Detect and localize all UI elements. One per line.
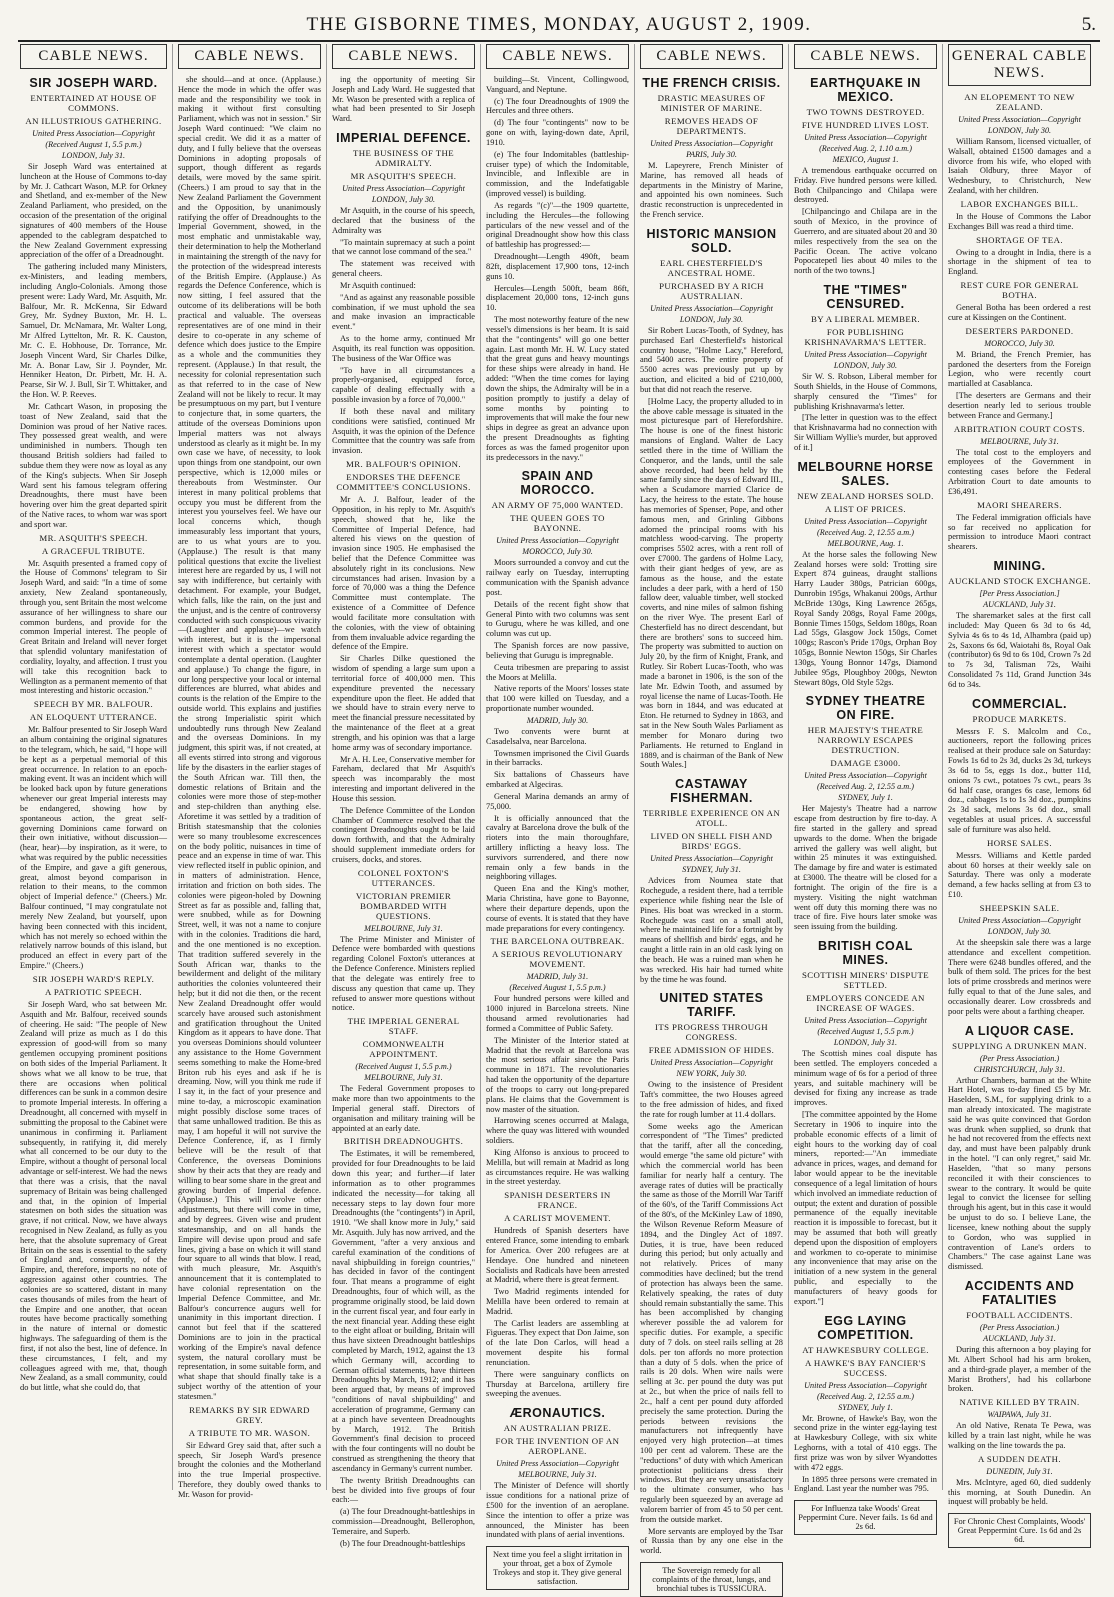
article-subheading: A SERIOUS REVOLUTIONARY MOVEMENT. xyxy=(492,949,623,970)
article-subheading: FOR THE INVENTION OF AN AEROPLANE. xyxy=(495,1436,620,1457)
dateline: LONDON, July 30. xyxy=(987,926,1052,936)
column-header: CABLE NEWS. xyxy=(332,44,475,69)
dateline: United Press Association—Copyright xyxy=(342,184,465,194)
article-paragraph: Four hundred persons were killed and 1000 injured in Barcelona streets. Nine thousand armed revolutionaries had formed a Committee of Public Safety. xyxy=(486,994,629,1033)
article-paragraph: Mr A. J. Balfour, leader of the Opposition, in his reply to Mr. Asquith's speech, showed that he, like the Committee of Imperial Defence, had altered his views on the question of invasion since 1905. He emphasised the belief that the Defence Committee was absolutely right in its conclusions. New circumstances had arisen. Invasion by a force of 70,000 was a thing the Defence Committee must contemplate. The existence of a Committee of Defence would facilitate more consultation with the colonies, with the view of obtaining from them invaluable advice regarding the defence of the Empire. xyxy=(332,495,475,652)
dateline: LONDON, July 31. xyxy=(833,1038,898,1048)
article-subheading: PRODUCE MARKETS. xyxy=(972,713,1067,724)
article-paragraph: Six battalions of Chasseurs have embarked at Algeciras. xyxy=(486,770,629,790)
article-subheading: TERRIBLE EXPERIENCE ON AN ATOLL. xyxy=(642,808,781,829)
article-headline: EGG LAYING COMPETITION. xyxy=(817,1313,914,1342)
dateline: (Per Press Association.) xyxy=(979,1053,1060,1063)
article-paragraph: Sir W. S. Robson, Liberal member for South Shields, in the House of Commons, sharply censured the "Times" for publishing Krishnavarma's letter. xyxy=(794,372,937,411)
article-subheading: SHEEPSKIN SALE. xyxy=(979,902,1060,913)
article-subheading: THE IMPERIAL GENERAL STAFF. xyxy=(347,1016,460,1037)
article-paragraph: Some weeks ago the American correspondent of "The Times" predicted that the tariff, after all the conceding, would emerge "the same old picture" with which the commercial world has been familiar for nearly half a century. The average rates of duties will be practically the same as those of the Morrill War Tariff of the 60's, of the Tariff Commissions Act of the 80's, of the McKinley Law of 1890, the Wilson Revenue Reform Measure of 1894, and the Dingley Act of 1897. Duties, it is true, have been reduced during this period; but only actually and not relatively. Prices of many commodities have declined; but the trend of protection has always been the same. Relatively speaking, the rates of duty should remain substantially the same. This has been accomplished by changing wherever possible the ad valorem for specific duties. For example, a specific duty of 7 dols. on steel rails selling at 28 dols. per ton affords no more protection than a duty of 5 dols. when the price of rails is 20 dols. When wire nails were selling at 3c. per pound the duty was put at 2c., but when the price of nails fell to 2c., half a cent per pound duty afforded precisely the same protection. During the periods between revisions the manufacturers not infrequently have enjoyed very high protection—at times 100 per cent ad valorem. These are the "reductions" of duty with which American protectionist politicians dress their windows. But they are very unsatisfactory to the ultimate consumer, who has regularly been squeezed by an average ad valorem barrier of from 45 to 50 per cent. from the outside market. xyxy=(640,1121,783,1524)
article-subheading: SPANISH DESERTERS IN FRANCE. xyxy=(504,1190,611,1211)
article-paragraph: The gathering included many Ministers, ex-Ministers, and leading members, including Anglo-Colonials. Among those present were: Lady Ward, Mr. Asquith, Mr. Balfour, Mr. R. McKenna, Sir Edward Grey, Mr. Sydney Buxton, Mr. H. L. Samuel, Dr. McNamara, Mr. Walter Long, Mr Alfred Lyttelton, Mr. R. K. Causton, Mr. C. E. Hobhouse, Dr. Torrance, Mr. Joseph Vincent Ward, Sir Charles Dilke, Mr. A. Bonar Law, Sir J. Poynder, Mr. Henniker Heaton, Dr. Pirbett, Mr. H. A. Pearse, Sir W. J. Bull, Sir T. Whittaker, and the Hon. W. P. Reeves. xyxy=(20,262,167,400)
dateline: MOROCCO, July 30. xyxy=(984,338,1055,348)
article-paragraph: (c) The four Dreadnoughts of 1909 the Hercules and three others. xyxy=(486,96,629,116)
dateline: (Received August 1, 5.5 p.m.) xyxy=(817,1027,914,1037)
article-subheading: SPEECH BY MR. BALFOUR. xyxy=(33,699,154,710)
article-headline: EARTHQUAKE IN MEXICO. xyxy=(810,76,921,104)
article-paragraph: The Carlist leaders are assembling at Figueras. They expect that Don Jaime, son of the late Don Carlos, will head a movement despite his formal renunciation. xyxy=(486,1318,629,1367)
article-subheading: A LIST OF PRICES. xyxy=(825,503,906,514)
article-subheading: BRITISH DREADNOUGHTS. xyxy=(343,1136,464,1147)
article-subheading: A SUDDEN DEATH. xyxy=(978,1453,1061,1464)
article-subheading: REST CURE FOR GENERAL BOTHA. xyxy=(960,280,1079,301)
dateline: LONDON, July 31. xyxy=(61,151,126,160)
dateline: MEXICO, August 1. xyxy=(832,155,899,164)
article-subheading: LABOR EXCHANGES BILL. xyxy=(960,198,1079,209)
article-paragraph: At the horse sales the following New Zealand horses were sold: Trotting sire Expert 874 guineas, draught stallions Harry Lauder 380gs, Patrician 600gs, Dunrobin 195gs, Whakanui 200gs, Arthur McBride 130gs, King Lawrence 265gs, Royal Sandy 208gs, Royal Fame 200gs, Bonnie Times 150gs, Seldom 180gs, Roan Lad 55gs, Glasgow Jock 150gs, Comet 100gs; Rascon's Pride 170gs, Orphan Boy 105gs, Bonnie Newton 150gs, Sir Charles 130gs, Young Bonnor 147gs, Diamond Jubilee 95gs, Ploughboy 200gs, Newton Stewart 80gs, Old Style 52gs. xyxy=(794,549,937,687)
article-subheading: MR ASQUITH'S SPEECH. xyxy=(350,171,457,182)
dateline: MELBOURNE, Aug. 1. xyxy=(827,538,904,548)
dateline: United Press Association—Copyright xyxy=(650,139,773,148)
article-headline: BRITISH COAL MINES. xyxy=(818,939,913,968)
article-subheading: VICTORIAN PREMIER BOMBARDED WITH QUESTIONS. xyxy=(355,890,452,921)
column-header: CABLE NEWS. xyxy=(794,44,937,69)
dateline: United Press Association—Copyright xyxy=(496,1459,619,1469)
page-number: 5. xyxy=(1081,14,1096,35)
article-paragraph: General Botha has been ordered a rest cure at Kissingen on the Continent. xyxy=(948,303,1091,322)
article-paragraph: An old Native, Renata Te Pewa, was killed by a train last night, while he was walking on the line towards the pa. xyxy=(948,1421,1091,1450)
article-headline: CASTAWAY FISHERMAN. xyxy=(670,777,753,806)
article-paragraph: building—St. Vincent, Collingwood, Vanguard, and Neptune. xyxy=(486,75,629,94)
article-paragraph: Arthur Chambers, barman at the White Hart Hotel, was to-day fined £5 by Mr. Haselden, S.M., for supplying drink to a man already intoxicated. The magistrate said he was quite convinced that Gordon was drunk when supplied, so drunk that he had not recovered from the effects next day, and must have been palpably drunk in the hotel. "I can only regret," said Mr. Haselden, "that so many persons reconciled it with their consciences to swear to the contrary. It would be quite legal to convict the licensee for selling through his agent, but in this case it would be unjust to do so. I believe Lane, the licensee, knew nothing about the supply to Gordon, who was supplied in contravention of Lane's orders to Chambers." The case against Lane was dismissed. xyxy=(948,1075,1091,1272)
advertisement: For Influenza take Woods' Great Peppermint Cure. Never fails. 1s 6d and 2s 6d. xyxy=(794,1500,937,1535)
article-paragraph: The most noteworthy feature of the new vessel's dimensions is her beam. It is said that the "contingents" will go one better again. Last month Mr. H. W. Lucy stated that the great guns and heavy mountings for these ships were already in hand. He added: "When the time comes for laying down the ships, the Admiralty will be in a position promptly to justify a delay of some months by pointing to improvements that will make the four new ships in degree as great an advance upon the present Dreadnoughts as fighting forces as was the famed progenitor upon its predecessors in the navy." xyxy=(486,315,629,462)
article-headline: SPAIN AND MOROCCO. xyxy=(520,469,595,498)
article-paragraph: (a) The four Dreadnought-battleships in commission—Dreadnought, Bellerophon, Temeraire, and Superb. xyxy=(332,1507,475,1536)
article-headline: IMPERIAL DEFENCE. xyxy=(336,131,471,146)
dateline: (Received Aug. 2, 1.10 a.m.) xyxy=(819,144,912,153)
dateline: United Press Association—Copyright xyxy=(804,133,927,142)
article-subheading: TWO TOWNS DESTROYED. xyxy=(806,107,925,117)
dateline: United Press Association—Copyright xyxy=(804,771,927,781)
article-subheading: THE BARCELONA OUTBREAK. xyxy=(490,936,625,947)
article-paragraph: The Defence Committee of the London Chamber of Commerce resolved that the contingent Dreadnoughts ought to be laid down forthwith, and that the Admiralty should supplement immediate orders for cruisers, docks, and stores. xyxy=(332,805,475,864)
article-paragraph: The Prime Minister and Minister of Defence were bombarded with questions regarding Colonel Foxton's utterances at the Defence Conference. Ministers replied that the delegate was entirely free to discuss any question that came up. They refused to answer more questions without notice. xyxy=(332,934,475,1013)
article-paragraph: Advices from Noumea state that Rochegude, a resident there, had a terrible experience while fishing near the Isle of Pines. His boat was wrecked in a storm. Rochegude was cast on a small atoll, where he maintained life for a fortnight by means of shellfish and birds' eggs, and he caught a little rain in an old cask lying on the beach. He was a ruined man when he was wrecked. His hair had turned white by the time he was found. xyxy=(640,876,783,984)
article-subheading: FIVE HUNDRED LIVES LOST. xyxy=(801,120,930,130)
article-paragraph: The Spanish forces are now passive, believing that Gurugu is impregnable. xyxy=(486,641,629,660)
dateline: NEW YORK, July 30. xyxy=(676,1069,747,1079)
article-paragraph: Ceuta tribesmen are preparing to assist the Moors at Melilla. xyxy=(486,662,629,682)
article-subheading: A HAWKE'S BAY FANCIER'S SUCCESS. xyxy=(804,1357,927,1378)
dateline: (Received Aug. 2, 12.55 a.m.) xyxy=(817,1391,914,1401)
article-paragraph: Hercules—Length 500ft, beam 86ft, displacement 20,000 tons, 12-inch guns 10. xyxy=(486,283,629,313)
dateline: United Press Association—Copyright xyxy=(650,1058,773,1068)
columns-container xyxy=(18,44,1100,1594)
article-paragraph: Dreadnought—Length 490ft, beam 82ft, displacement 17,900 tons, 12-inch guns 10. xyxy=(486,252,629,281)
dateline: LONDON, July 30. xyxy=(371,195,436,205)
article-headline: ACCIDENTS AND FATALITIES xyxy=(964,1279,1075,1308)
article-subheading: FOOTBALL ACCIDENTS. xyxy=(966,1310,1073,1321)
article-paragraph: Owing to the insistence of President Taft's committee, the two Houses agreed to the free admission of hides, and fixed the rate for rough lumber at 11.4 dollars. xyxy=(640,1080,783,1119)
article-paragraph: she should—and at once. (Applause.) Hence the mode in which the offer was made and the responsibility we took in making it without first consulting Parliament, which was not in session." Sir Joseph Ward continued: "We claim no special credit. We did it as a matter of duty, and I fully believe that the overseas Dominions in adopting proposals of support, though different as regards details, were moved by the same spirit. (Cheers.) I am proud to say that in the New Zealand Parliament the Government and the Opposition, by unanimously ratifying the offer of Dreadnoughts to the Imperial Government, showed, in the most emphatic and unmistakable way, their determination to help the Motherland in maintaining the strength of the navy for the protection of the widespread interests of the British Empire. (Applause.) As regards the Defence Conference, which is now sitting, I feel assured that the outcome of its deliberations will be both practical and valuable. The overseas representatives are of one mind in their desire to co-operate in any scheme of defence which does justice to the Empire as a whole and the communities they represent. (Applause.) In that result, the necessity for colonial representation such as that referred to in the case of New Zealand will not be likely to recur. It may be presumptuous on my part, but I venture to conjecture that, in some quarters, the attitude of the overseas Dominions upon Imperial matters was not always understood as clearly as it might be. In my own case we have, of necessity, to look upon things from one standpoint, our own perspective, which is 12,000 miles or thereabouts from Westminster. Our interest in many political problems that occupy you must be different from the interest you yourselves feel. We have our local concerns which, though immeasurably less important that yours, are to us what yours are to you. (Applause.) The result is that many political questions that excite the liveliest interest here are regarded by us, I will not say with indifference, but certainly with detachment. For example, your Budget, which falls, like the rain, on the just and the unjust, and is the centre of controversy conducted with such conspicuous vivacity—(Laughter and applause)—we watch with interest, but it is the impersonal interest with which a spectator would contemplate a dental operation. (Laughter and applause.) To change the figure, in our long perspective your local or internal differences are blurred, what abides and counts is the relation of the Empire to the outside world. This explains and justifies the strong Imperialistic spirit which undoubtedly runs through New Zealand and the overseas Dominions. In my judgment, this spirit was, if not created, at all events stirred into strong and vigorous life by the disasters in the earlier stages of the South African war. Till then, the domestic relations of Britain and the colonies were more those of step-mother and step-children than anything else. Aforetime it was settled by a tradition of British statesmanship that the colonies were so many troublesome excrescences on the body politic, nuisances in time of peace and an expense in time of war. This view reflected itself in public opinion, and in matters of administration. Hence, irritation and friction on both sides. The colonies were pigeon-holed by Downing Street as far as possible and, falling that, were snubbed, while as for Downing Street, well, it was not a name to conjure with in the colonies. Traditions die hard, and the one mentioned is no exception. That tradition suffered severely in the South African war, thanks to the bewilderment and delight of the military authorities the colonies volunteered their help; but it did not die then, or the recent New Zealand Dreadnought offer would scarcely have aroused such astonishment and gratification throughout the United Kingdom as it appears to have done. That you overseas Dominions should volunteer any assistance to the Home Government seems something to make the Home-bred Briton rub his eyes and ask if he is dreaming. Now, will you think me rude if I say it, in the fact of your presence and mine to-day, a microscopic examination might possibly disclose some traces of that same unhallowed tradition. Be this as may, I am hopeful it will not survive the Defence Conference, if, as I firmly believe will be the result of that Conference, the overseas Dominions show by their acts that they are ready and willing to bear some share in the great and growing burden of Imperial defence. (Applause.) This will involve other adjustments, but there will come in time, and by degrees. Given wise and prudent statesmanship, and on all hands the Empire will devise upon proud and safe lines, giving a base on which it will stand four square to all winds that blow. I read, with much pleasure, Mr. Asquith's announcement that it is contemplated to have colonial representation on the Imperial Defence Committee, and Mr. Balfour's concurrence augurs well for unanimity in this important direction. I cannot but feel that if the scattered Dominions are to join in the practical working of the Empire's naval defence system, the natural corollary must be representation, in some suitable form, and what shape that should finally take is a subject worthy of the attention of your statesmen." xyxy=(178,75,321,1401)
dateline: MELBOURNE, July 31. xyxy=(364,923,443,933)
article-headline: SYDNEY THEATRE ON FIRE. xyxy=(805,694,926,723)
article-paragraph: Queen Ena and the King's mother, Maria Christina, have gone to Bayonne, where their departure depends, upon the course of events. It is stated that they have made preparations for every contingency. xyxy=(486,884,629,933)
article-paragraph: The Estimates, it will be remembered, provided for four Dreadnoughts to be laid down this year; and further—if later information as to other programmes indicated the necessity—for taking all necessary steps to lay down four more Dreadnoughts (the "contingents") in April, 1910. "We shall know more in July," said Mr. Asquith. July has now arrived, and the Government, "after a very anxious and careful examination of the conditions of naval shipbuilding in foreign countries," has decided in favor of the contingent four. That means a programme of eight Dreadnoughts, four of which will, as the programme originally stood, be laid down in the current fiscal year, and four early in the next financial year. Adding these eight to the eight afloat or building, Britain will thus have sixteen Dreadnought battleships completed by March, 1912, against the 13 which Germany will, according to German official statements, have thirteen Dreadnoughts by March, 1912; and it has been argued that, by means of improved "conditions of naval shipbuilding" and acceleration of programme, Germany can at a pinch have seventeen Dreadnoughts by March, 1912. The British Government's final decision to proceed with the four contingents will no doubt be construed as strengthening the theory that ascendancy in Germany's current number. xyxy=(332,1149,475,1473)
article-subheading: COMMONWEALTH APPOINTMENT. xyxy=(362,1039,445,1060)
dateline: United Press Association—Copyright xyxy=(496,536,619,546)
dateline: United Press Association—Copyright xyxy=(958,915,1081,925)
article-paragraph: Mr. Asquith presented a framed copy of the House of Commons' telegram to Sir Joseph Ward, and said: "In a time of some anxiety, New Zealand spontaneously, through you, sent Britain the most welcome assurance of her willingness to share our common burdens, and provide for the common Imperial interest. The people of Great Britain and Ireland will never forget that splendid voluntary manifestation of cordiality, loyalty, and affection. I trust you will take this recognition back to Wellington as a permanent memento of that most interesting and historic occasion." xyxy=(20,558,167,696)
article-headline: MELBOURNE HORSE SALES. xyxy=(797,459,934,488)
article-paragraph: General Marina demands an army of 75,000. xyxy=(486,791,629,811)
article-paragraph: "To have in all circumstances a properly-organised, equipped force, capable of dealing effectually with a possible invasion by a force of 70,000." xyxy=(332,365,475,405)
article-subheading: NEW ZEALAND HORSES SOLD. xyxy=(797,490,934,501)
dateline: MELBOURNE, July 31. xyxy=(980,436,1059,446)
article-paragraph: Mr. Browne, of Hawke's Bay, won the second prize in the winter egg-laying test at Hawkesbury College, with six white Leghorns, with a total of 410 eggs. The first prize was won by silver Wyandottes with 472 eggs. xyxy=(794,1413,937,1472)
dateline: United Press Association—Copyright xyxy=(804,350,927,360)
article-subheading: THE QUEEN GOES TO BAYONNE. xyxy=(510,513,605,534)
article-subheading: MR. BALFOUR'S OPINION. xyxy=(346,459,461,470)
masthead xyxy=(18,8,1100,42)
article-paragraph: Sir Robert Lucas-Tooth, of Sydney, has purchased Earl Chesterfield's historical country house, "Holme Lacy," Hereford, and 5400 acres. The entire property of 5500 acres was previously put up by auction, and elicited a bid of £210,000, but that did not reach the reserve. xyxy=(640,325,783,394)
article-subheading: A GRACEFUL TRIBUTE. xyxy=(41,545,146,556)
article-subheading: NATIVE KILLED BY TRAIN. xyxy=(959,1397,1080,1408)
article-paragraph: "To maintain supremacy at such a point that we cannot lose command of the sea." xyxy=(332,237,475,257)
dateline: PARIS, July 30. xyxy=(686,150,737,159)
article-subheading: SUPPLYING A DRUNKEN MAN. xyxy=(952,1040,1087,1051)
article-paragraph: Messrs. Williams and Kettle parded about 60 horses at their weekly sale on Saturday. There was only a moderate demand, a few hacks selling at from £3 to £10. xyxy=(948,850,1091,900)
dateline: SYDNEY, July 31. xyxy=(682,865,741,875)
article-paragraph: Sir Edward Grey said that, after such a speech, Sir Joseph Ward's presence brought the colonies and the Motherland into the true Imperial prospective. Therefore, they doubly owed thanks to Mr. Wason for provid- xyxy=(178,1440,321,1499)
article-subheading: MAORI SHEARERS. xyxy=(977,499,1062,510)
article-headline: SIR JOSEPH WARD. xyxy=(29,76,158,90)
article-paragraph: Sir Charles Dilke questioned the wisdom of spending a large sum upon a territorial force of 400,000 men. This expenditure prevented the necessary expenditure upon the fleet. He added that we should have to strain every nerve to meet the financial pressure necessitated by the maintenance of the fleet at a great strength, and his opinion was that a large home army was of secondary importance. xyxy=(332,654,476,752)
article-headline: COMMERCIAL. xyxy=(971,696,1068,711)
article-paragraph: Messrs F. S. Malcolm and Co., auctioneers, report the following prices realised at their produce sale on Saturday: Fowls 1s 6d to 2s 3d, ducks 2s 3d, turkeys 3s 6d to 5s, eggs 1s doz., butter 11d, onions 7s cwt., potatoes 7s cwt., pears 3s 6d half case, oranges 6s case, lemons 6d doz., cabbages 1s to 1s 3d doz., pumpkins 2s 3d sack, melons 3s 6d doz., small vegetables at usual prices. A successful sale of furniture was also held. xyxy=(948,726,1091,834)
news-column xyxy=(172,44,326,1499)
article-subheading: ARBITRATION COURT COSTS. xyxy=(953,423,1086,434)
dateline: United Press Association—Copyright xyxy=(804,1380,927,1390)
dateline: (Received August 1, 5.5 p.m.) xyxy=(45,140,142,149)
article-paragraph: (b) The four Dreadnought-battleships xyxy=(340,1538,466,1548)
article-subheading: REMOVES HEADS OF DEPARTMENTS. xyxy=(664,116,759,136)
article-paragraph: (d) The four "contingents" now to be gone on with, laying-down date, April, 1910. xyxy=(486,118,629,147)
article-paragraph: Her Majesty's Theatre had a narrow escape from destruction by fire to-day. A fire started in the gallery and spread upwards to the dome. When the brigade arrived the gallery was well alight, but within 25 minutes it was extinguished. The damage by fire and water is estimated at £3000. The theatre will be closed for a fortnight. The origin of the fire is a mystery. Visiting the night watchman went off duty this morning there was no trace of fire. Five hours later smoke was seen issuing from the building. xyxy=(794,804,937,932)
article-paragraph: The Federal immigration officials have so far received no application for permission to introduce Maori contract shearers. xyxy=(948,512,1091,552)
article-headline: MINING. xyxy=(993,559,1046,574)
article-paragraph: [The committee appointed by the Home Secretary in 1906 to inquire into the probable economic effects of a limit of eight hours to the working day of coal miners, reported:—"An immediate advance in prices, wages, and demand for labor would appear to be the inevitable consequence of a legal limitation of hours which involved an immediate reduction of output; the extent and duration of possible permanence of the equally inevitable reaction it is impossible to forecast, but it may be assumed that both will greatly depend upon the disposition of employers and workmen to co-operate to minimise any inconvenience that may arise on the initiation of a new system in the general public, and especially to the manufacturers of heavy goods for export."] xyxy=(794,1110,937,1306)
dateline: AUCKLAND, July 31. xyxy=(983,600,1056,610)
dateline: AUCKLAND, July 31. xyxy=(983,1334,1056,1344)
article-paragraph: Sir Joseph Ward, who sat between Mr. Asquith and Mr. Balfour, received sounds of cheering. He said: "The people of New Zealand will prize as much as I do this expression of good-will from so many gentlemen occupying prominent positions on both sides of the Imperial Parliament. It shows what we all know to be true, that there are occasions when political differences can be sunk in a common desire to promote Imperial interests. In offering a Dreadnought, all concerned with myself in submitting the proposal to the Cabinet were unanimous in confirming it. Parliament subsequently, in ratifying it, did merely what all concerned to be our duty to the Empire, without a thought of personal local advantage or self-interest. We had the news that there was a crisis, that the naval supremacy of Britain was being challenged and that, in the opinion of Imperial statesmen on both sides the situation was grave, if not critical. Now, we have always recognised in New Zealand, as fully as you here, that the absolute supremacy of Great Britain on the seas is essential to the safety of England and, consequently, of the Empire, and, therefore, imports no note of aggression against other countries. The colonies are so scattered, distant in many cases thousands of miles from the heart of the Empire and one another, that ocean routes have become practically something in the nature of internal or domestic highways. The safeguarding of them is the first, if not also the best, line of defence. In these circumstances, I felt, and my colleagues agreed with me, that, though New Zealand, as a small community, could do but little, what she could do, that xyxy=(20,999,167,1393)
article-paragraph: If both these naval and military conditions were satisfied, continued Mr Asquith, it was the opinion of the Defence Committee that the country was safe from invasion. xyxy=(332,406,475,456)
article-paragraph: Mr Asquith, in the course of his speech, declared that the business of the Admiralty was xyxy=(332,206,475,235)
article-paragraph: M. Briand, the French Premier, has pardoned the deserters from the Foreign Legion, who were recently court martialled at Casablanca. xyxy=(948,349,1091,389)
dateline: LONDON, July 30. xyxy=(833,361,898,371)
dateline: United Press Association—Copyright xyxy=(958,115,1081,124)
article-headline: ÆRONAUTICS. xyxy=(509,1406,606,1421)
dateline: SYDNEY, July 1. xyxy=(838,1402,893,1412)
article-paragraph: Owing to a drought in India, there is a shortage in the shipment of tea to England. xyxy=(948,247,1091,277)
dateline: United Press Association—Copyright xyxy=(650,303,773,313)
article-subheading: ITS PROGRESS THROUGH CONGRESS. xyxy=(655,1022,768,1043)
advertisement: The Sovereign remedy for all complaints of the throat, lungs, and bronchial tubes is TUSSICURA. xyxy=(640,1562,783,1597)
article-paragraph: (e) The four Indomitables (battleship-cruiser type) of which the Indomitable, Invincible, and Inflexible are in commission, and the Indefatigable (improved vessel) is building. xyxy=(486,149,629,199)
article-subheading: AN AUSTRALIAN PRIZE. xyxy=(503,1423,612,1434)
dateline: CHRISTCHURCH, July 31. xyxy=(973,1064,1066,1074)
article-subheading: AN ILLUSTRIOUS GATHERING. xyxy=(25,116,162,126)
article-subheading: REMARKS BY SIR EDWARD GREY. xyxy=(189,1404,310,1425)
article-paragraph: More servants are employed by the Tsar of Russia than by any one else in the world. xyxy=(640,1526,783,1556)
article-paragraph: [Holme Lacy, the property alluded to in the above cable message is situated in the most picturesque part of Herefordshire. The house is one of the finest historic mansions of England. Walter de Lacy settled there in the time of William the Conqueror, and the lands, until the sale above recorded, had been held by the same family since the days of Edward III., when a Scudamore married Clarice de Lacy, the heiress to the estate. The house has memories of Spenser, Pope, and other famous men, and Grinling Gibbons adorned the principal rooms with his matchless wood-carving. The property comprises 5502 acres, with a rent roll of over £7000. The gardens of Holme Lacy, with their giant hedges of yew, are as famous as the house, and the estate includes a deer park, with a herd of 150 fallow deer, valuable timber, well stocked coverts, and nine miles of salmon fishing on the river Wye. The present Earl of Chesterfield has no direct descendant, but there are brothers' sons to succeed him. The property was submitted to auction on July 20, by the firm of Knight, Frank, and Rutley. Sir Robert Lucas-Tooth, who was made a baronet in 1906, is the son of the late Mr. Edwin Tooth, and assumed by royal license the name of Lucas-Tooth. He was born in 1844, and was educated at Eton. He returned to Sydney in 1863, and sat in the New South Wales Parliament as member for Monaro during two Parliaments. He returned to England in 1889, and is chairman of the Bank of New South Wales.] xyxy=(640,396,783,770)
article-subheading: FOR PUBLISHING KRISHNAVARMA'S LETTER. xyxy=(804,327,927,348)
article-paragraph: [The deserters are Germans and their desertion nearly led to serious trouble between France and Germany.] xyxy=(948,391,1091,420)
article-paragraph: Townsmen imprisoned the Civil Guards in their barracks. xyxy=(486,748,629,768)
column-header: CABLE NEWS. xyxy=(640,44,783,69)
article-paragraph: Harrowing scenes occurred at Malaga, where the quay was littered with wounded soldiers. xyxy=(486,1116,629,1146)
dateline: WAIPAWA, July 31. xyxy=(987,1410,1052,1420)
article-subheading: ENDORSES THE DEFENCE COMMITTEE'S CONCLUSIONS. xyxy=(336,472,471,493)
article-paragraph: As regards "(c)"—the 1909 quartette, including the Hercules—the following particulars of the new vessel and of the original Dreadnought show how this class of battleship has progressed:— xyxy=(486,200,629,250)
article-paragraph: It is officially announced that the cavalry at Barcelona drove the bulk of the rioters into the main thoroughfare, artillery inflicting a heavy loss. The survivors surrendered, and there now remain only a few bands in the neighboring villages. xyxy=(486,813,629,882)
dateline: (Received August 1, 5.5 p.m.) xyxy=(355,1062,452,1072)
news-column xyxy=(18,44,172,1490)
article-subheading: BY A LIBERAL MEMBER. xyxy=(810,314,920,325)
article-paragraph: [The letter in question was to the effect that Krishnavarma had no connection with Sir William Wyllie's murder, but approved of it.] xyxy=(794,413,937,452)
article-subheading: A CARLIST MOVEMENT. xyxy=(504,1213,611,1224)
article-headline: A LIQUOR CASE. xyxy=(964,1023,1075,1038)
advertisement: For Chronic Chest Complaints, Woods' Great Peppermint Cure. 1s 6d and 2s 6d. xyxy=(948,1513,1091,1548)
news-column xyxy=(326,44,480,1548)
article-subheading: SCOTTISH MINERS' DISPUTE SETTLED. xyxy=(801,970,930,991)
news-column xyxy=(634,44,788,1594)
dateline: MOROCCO, July 30. xyxy=(522,547,593,557)
article-paragraph: The twenty British Dreadnoughts can best be divided into five groups of four each:— xyxy=(332,1475,475,1505)
news-column xyxy=(480,44,634,1587)
article-subheading: AN ELOPEMENT TO NEW ZEALAND. xyxy=(964,92,1075,112)
dateline: United Press Association—Copyright xyxy=(804,516,927,526)
article-paragraph: "And as against any reasonable possible combination, if we must uphold the sea and make invasion an impracticable event." xyxy=(332,292,475,332)
article-subheading: AN ARMY OF 75,000 WANTED. xyxy=(491,500,624,511)
dateline: United Press Association—Copyright xyxy=(32,129,155,138)
article-subheading: SIR JOSEPH WARD'S REPLY. xyxy=(32,973,155,984)
dateline: DUNEDIN, July 31. xyxy=(986,1466,1053,1476)
article-subheading: AN ELOQUENT UTTERANCE. xyxy=(29,712,158,723)
article-subheading: A PATRIOTIC SPEECH. xyxy=(45,986,142,997)
article-paragraph: Two convents were burnt at Casadelsalva, near Barcelona. xyxy=(486,726,629,746)
article-paragraph: Moors surrounded a convoy and cut the railway early on Tuesday, interrupting communication with the Spanish advance post. xyxy=(486,558,629,597)
article-subheading: MR. ASQUITH'S SPEECH. xyxy=(39,532,148,543)
article-subheading: ENTERTAINED AT HOUSE OF COMMONS. xyxy=(30,93,157,113)
article-subheading: EARL CHESTERFIELD'S ANCESTRAL HOME. xyxy=(660,257,763,278)
article-paragraph: The total cost to the employers and employees of the Government in contesting cases before the Federal Arbitration Court to date amounts to £36,491. xyxy=(948,447,1091,496)
article-paragraph: A tremendous earthquake occurred on Friday. Five hundred persons were killed. Both Chilpancingo and Chilapa were destroyed. xyxy=(794,166,937,205)
article-headline: UNITED STATES TARIFF. xyxy=(659,991,764,1020)
dateline: United Press Association—Copyright xyxy=(804,1016,927,1026)
dateline: (Received August 1, 5.5 p.m.) xyxy=(509,983,606,993)
article-subheading: DRASTIC MEASURES OF MINISTER OF MARINE. xyxy=(657,93,766,113)
article-paragraph: Mrs. McIntyre, aged 60, died suddenly this morning, at South Dunedin. An inquest will probably be held. xyxy=(948,1477,1091,1507)
article-paragraph: M. Lapeyrere, French Minister of Marine, has removed all heads of departments in the Ministry of Marine, and appointed his own nominees. Such drastic reconstruction is unprecedented in the French service. xyxy=(640,161,783,220)
article-paragraph: ing the opportunity of meeting Sir Joseph and Lady Ward. He suggested that Mr. Wason be presented with a replica of what had been presented to Sir Joseph Ward. xyxy=(332,75,475,124)
article-paragraph: The Scottish mines coal dispute has been settled. The employers conceded a minimum wage of 6s for a period of three years, and suitable machinery will be devised for fixing any increase as trade improves. xyxy=(794,1049,937,1108)
article-subheading: COLONEL FOXTON'S UTTERANCES. xyxy=(357,867,450,888)
dateline: SYDNEY, July 1. xyxy=(838,793,893,803)
article-paragraph: Mr. Cathcart Wason, in proposing the toast of New Zealand, said that the Dominion was proud of her Native races. They possessed great wealth, and were undiminished in numbers. Though ten thousand British soldiers had failed to subdue them they were now as loyal as any of the King's subjects. When Sir Joseph Ward sent his famous telegram offering Dreadnoughts, there must have been hovering over him the great departed spirit of the Native races, to whom war was sport and sport war. xyxy=(20,401,167,529)
article-headline: THE "TIMES" CENSURED. xyxy=(823,283,908,312)
article-subheading: HORSE SALES. xyxy=(987,837,1052,848)
advertisement: Next time you feel a slight irritation in your throat, get a box of Zymole Trokeys and stop it. They give general satisfaction. xyxy=(486,1546,629,1590)
article-paragraph: At the sheepskin sale there was a large attendance and excellent competition. There were 6248 bundles offered, and the bulk of them sold. The prices for the best lots of prime crossbreds and merinos were fully equal to that of the June sales, and occasionally dearer. Low crossbreds and poor pelts were about a farthing cheaper. xyxy=(948,937,1091,1016)
dateline: MADRID, July 31. xyxy=(526,972,589,982)
article-subheading: THE BUSINESS OF THE ADMIRALTY. xyxy=(352,148,455,169)
newspaper-title: THE GISBORNE TIMES, MONDAY, AUGUST 2, 1909. xyxy=(306,14,812,35)
article-paragraph: Two Madrid regiments intended for Melilla have been ordered to remain at Madrid. xyxy=(486,1287,629,1316)
dateline: LONDON, July 30. xyxy=(679,314,744,324)
article-paragraph: Mr A. H. Lee, Conservative member for Fareham, declared that Mr Asquith's speech was incomparably the most interesting and important delivered in the House this session. xyxy=(332,754,475,803)
dateline: MELBOURNE, July 31. xyxy=(364,1073,443,1083)
article-paragraph: The Federal Government proposes to make more than two appointments to the Imperial general staff. Directors of organisation and military training will be appointed at an early date. xyxy=(332,1084,475,1133)
article-paragraph: Details of the recent fight show that General Pinto with two columns was sent to Gurugu, where he was killed, and one column was cut up. xyxy=(486,599,629,639)
article-subheading: LIVED ON SHELL FISH AND BIRDS' EGGS. xyxy=(650,831,773,852)
column-header: CABLE NEWS. xyxy=(20,44,167,69)
article-paragraph: Hundreds of Spanish deserters have entered France, some intending to embark for America. Over 200 refugees are at Hendaye. One hundred and nineteen Socialists and Radicals have been arrested at Madrid, where there is great ferment. xyxy=(486,1226,629,1285)
news-column xyxy=(788,44,942,1532)
article-paragraph: The Minister of Defence will shortly issue conditions for a national prize of £500 for the invention of an aeroplane. Since the intention to offer a prize was announced, the Minister has been inundated with plans of aerial inventions. xyxy=(486,1481,629,1540)
article-paragraph: Mr. Balfour presented to Sir Joseph Ward an album containing the original signatures to the telegram, which, he said, "I hope will be kept as a perpetual memorial of this great occurrence. In relation to an epoch-making event. It was an incident which will be looked back upon by future generations whenever our great Imperial interests may be endangered, showing how by spontaneous action, the great self-governing Dominions came forward on their own initiative, without discussion—(hear, hear)—by inspiration, as it were, to what was required by the public necessities of the Empire, and gave a gift generous, great, almost beyond comparison in relation to their means, to the common object of Imperial defence." (Cheers.) Mr. Balfour continued, "I may congratulate not merely New Zealand, but yourself, upon having been connected with this incident, which has not merely so echoed within the relatively narrow bounds of this island, but produced an effect in every part of the Empire." (Cheers.) xyxy=(20,725,167,971)
column-header: CABLE NEWS. xyxy=(178,44,321,69)
article-headline: HISTORIC MANSION SOLD. xyxy=(646,226,777,255)
article-paragraph: Mr Asquith continued: xyxy=(340,280,416,290)
article-paragraph: There were sanguinary conflicts on Thursday at Barcelona, artillery fire sweeping the avenues. xyxy=(486,1369,629,1399)
article-paragraph: The statement was received with general cheers. xyxy=(332,259,475,279)
article-subheading: A TRIBUTE TO MR. WASON. xyxy=(188,1427,311,1438)
article-paragraph: King Alfonso is anxious to proceed to Melilla, but will remain at Madrid as long as circumstances require. He was walking in the street yesterday. xyxy=(486,1147,629,1187)
article-paragraph: William Ransom, licensed victualler, of Walsall, obtained £1500 damages and a divorce from his wife, who eloped with Isaiah Oldbury, three Mayor of Wednesbury, to Christchurch, New Zealand, with her children. xyxy=(948,137,1091,196)
article-paragraph: In 1895 three persons were cremated in England. Last year the number was 795. xyxy=(794,1474,937,1494)
dateline: [Per Press Association.] xyxy=(979,589,1060,599)
article-headline: THE FRENCH CRISIS. xyxy=(642,76,781,90)
article-subheading: EMPLOYERS CONCEDE AN INCREASE OF WAGES. xyxy=(806,993,925,1014)
dateline: MELBOURNE, July 31. xyxy=(518,1470,597,1480)
article-paragraph: The Minister of the Interior stated at Madrid that the revolt at Barcelona was the most serious affair since the Paris commune in 1871. The revolutionaries had taken the opportunity of the departure of the troops to carry out long-prepared plans. He claims that the Government is now master of the situation. xyxy=(486,1035,629,1114)
article-subheading: AUCKLAND STOCK EXCHANGE. xyxy=(948,576,1091,587)
article-paragraph: During this afternoon a boy playing for Mt. Albert School had his arm broken, and a third-grade player, a member of the Marist Brothers', had his collarbone broken. xyxy=(948,1345,1091,1394)
dateline: United Press Association—Copyright xyxy=(650,854,773,864)
article-subheading: DAMAGE £3000. xyxy=(830,758,901,769)
dateline: (Per Press Association.) xyxy=(979,1323,1060,1333)
article-subheading: AT HAWKESBURY COLLEGE. xyxy=(802,1344,929,1355)
article-paragraph: Sir Joseph Ward was entertained at luncheon at the House of Commons to-day by Mr. J. Cathcart Wason, M.P. for Orkney and Shetland, and ex-member of the New Zealand Parliament, who presided, on the occasion of the presentation of the original signatures of 400 members of the House appended to the cablegram despatched to the New Zealand Government expressing appreciation of the offer of a Dreadnought. xyxy=(20,162,167,260)
dateline: LONDON, July 30. xyxy=(987,126,1052,135)
article-subheading: SHORTAGE OF TEA. xyxy=(976,234,1063,245)
news-column xyxy=(942,44,1096,1545)
article-subheading: FREE ADMISSION OF HIDES. xyxy=(648,1045,775,1056)
article-paragraph: The sharemarket sales at the first call included: May Queen 6s 3d to 6s 4d, Sylvia 4s 6s to 4s 1d, Alhambra (paid up) 2s, Saxons 6s 6d, Waiotahi 8s, Royal Oak (contributor) 6s 9d to 6s 10d, Crown 7s 2d to 7s 3d, Talisman 72s, Waihi Consolidated 7s 11d, Grand Junction 34s 6d to 34s. xyxy=(948,611,1091,689)
dateline: (Received Aug. 2, 12.55 a.m.) xyxy=(817,782,914,792)
article-subheading: PURCHASED BY A RICH AUSTRALIAN. xyxy=(659,280,764,301)
article-subheading: DESERTERS PARDONED. xyxy=(965,325,1074,336)
column-header: CABLE NEWS. xyxy=(486,44,629,69)
article-paragraph: [Chilpancingo and Chilapa are in the south of Mexico, in the province of Guerrero, and are situated about 20 and 30 miles respectively from the sea on the Pacific Ocean. The active volcano Popocatepetl lies about 40 miles to the north of the two towns.] xyxy=(794,207,937,276)
column-header: GENERAL CABLE NEWS. xyxy=(948,44,1091,86)
dateline: MADRID, July 30. xyxy=(526,715,589,725)
article-paragraph: Native reports of the Moors' losses state that 100 were killed on Tuesday, and a proportionate number wounded. xyxy=(486,684,629,714)
article-subheading: HER MAJESTY'S THEATRE NARROWLY ESCAPES DESTRUCTION. xyxy=(807,725,924,756)
article-paragraph: As to the home army, continued Mr Asquith, its real function was opposition. The business of the War Office was xyxy=(332,334,475,363)
article-paragraph: In the House of Commons the Labor Exchanges Bill was read a third time. xyxy=(948,211,1091,231)
dateline: (Received Aug. 2, 12.55 a.m.) xyxy=(817,527,914,537)
